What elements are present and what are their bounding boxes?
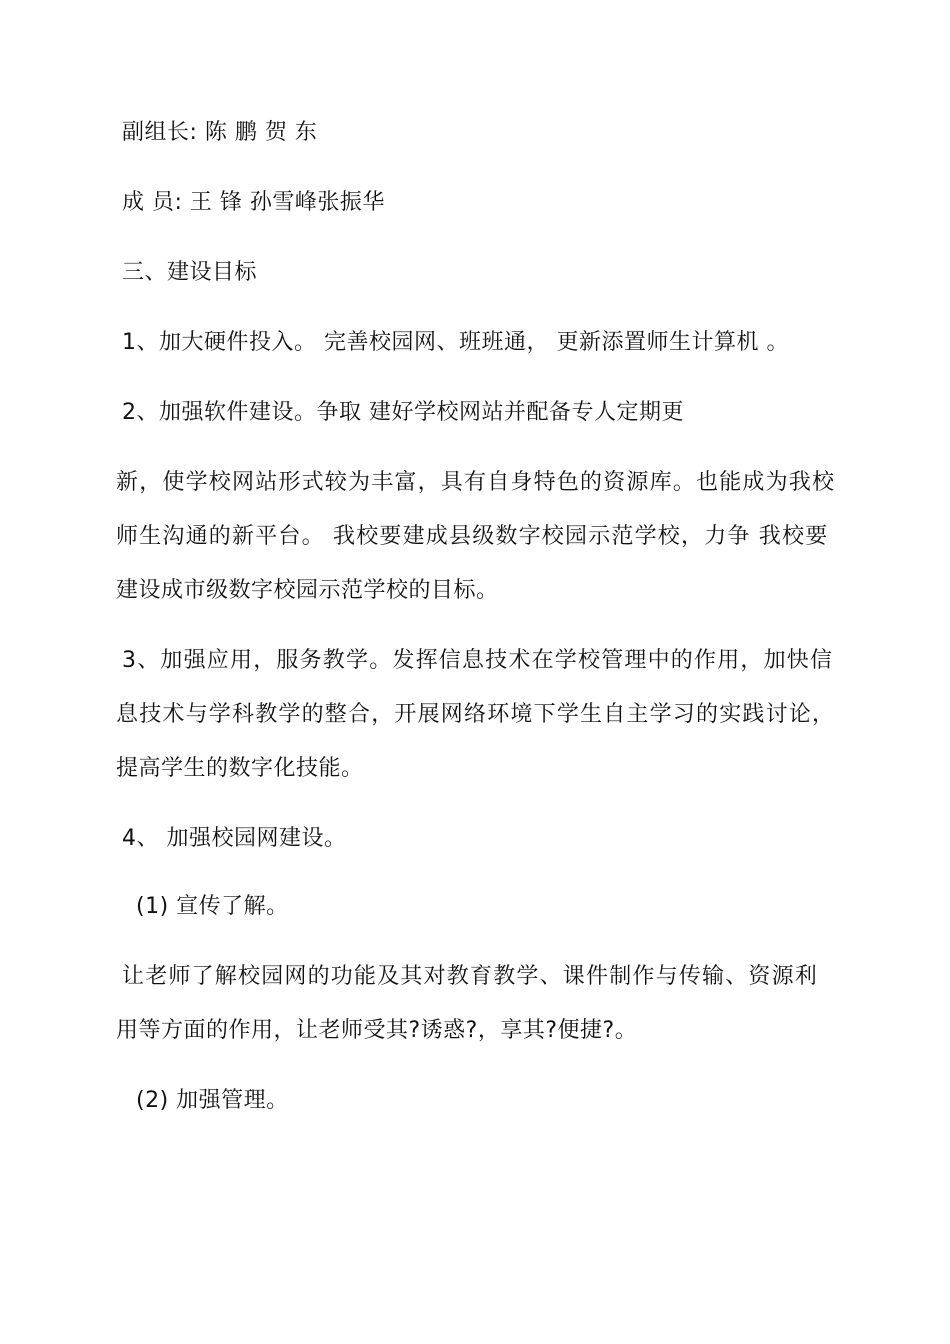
subitem-2-heading: (2) 加强管理。 [136,1088,289,1113]
goal-3-paragraph-line-2: 息技术与学科教学的整合，开展网络环境下学生自主学习的实践讨论， [116,702,836,727]
subitem-1-heading: (1) 宣传了解。 [136,894,289,919]
subitem-1-paragraph-line-2: 用等方面的作用，让老师受其?诱惑?，享其?便捷?。 [116,1018,638,1043]
goal-4-heading: 4、 加强校园网建设。 [122,826,347,851]
goal-3-paragraph-line-1: 3、加强应用，服务教学。发挥信息技术在学校管理中的作用，加快信 [122,648,834,673]
goal-2-paragraph-line-3: 师生沟通的新平台。 我校要建成县级数字校园示范学校，力争 我校要 [116,524,829,549]
section-heading-goals: 三、建设目标 [122,260,258,285]
vice-leader-line: 副组长: 陈 鹏 贺 东 [122,120,318,145]
goal-3-paragraph-line-3: 提高学生的数字化技能。 [116,756,364,781]
goal-1-paragraph: 1、加大硬件投入。 完善校园网、班班通， 更新添置师生计算机 。 [122,330,789,355]
goal-2-paragraph-line-1: 2、加强软件建设。争取 建好学校网站并配备专人定期更 [122,400,684,425]
goal-2-paragraph-line-2: 新，使学校网站形式较为丰富，具有自身特色的资源库。也能成为我校 [116,470,836,495]
subitem-1-paragraph-line-1: 让老师了解校园网的功能及其对教育教学、课件制作与传输、资源利 [122,964,819,989]
goal-2-paragraph-line-4: 建设成市级数字校园示范学校的目标。 [116,578,499,603]
members-line: 成 员: 王 锋 孙雪峰张振华 [122,190,385,215]
